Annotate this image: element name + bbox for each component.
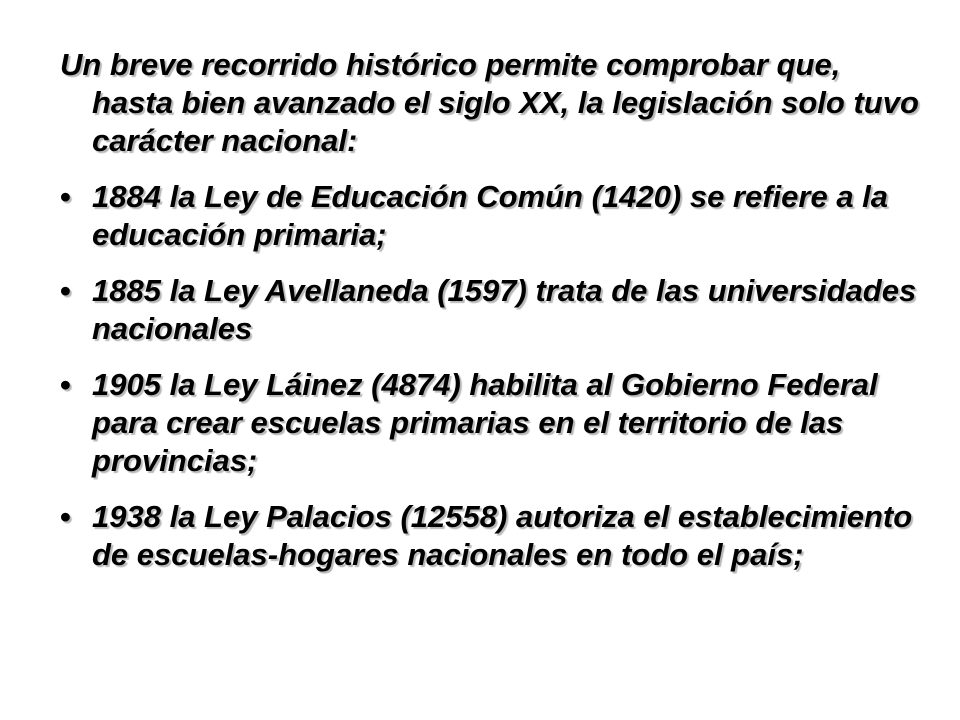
list-item-text: 1885 la Ley Avellaneda (1597) trata de las universidades nacionales bbox=[92, 273, 917, 346]
bullet-icon: • bbox=[60, 273, 71, 308]
list-item bbox=[60, 178, 920, 254]
list-item-text: 1884 la Ley de Educación Común (1420) se refiere a la educación primaria; bbox=[92, 179, 889, 252]
bullet-icon: • bbox=[60, 179, 71, 214]
bullet-icon: • bbox=[60, 367, 71, 402]
list-item-text: 1938 la Ley Palacios (12558) autoriza el establecimiento de escuelas-hogares nacionales en todo el país; bbox=[92, 499, 913, 572]
list-item-text: 1905 la Ley Láinez (4874) habilita al Gobierno Federal para crear escuelas primarias en el territorio de las provincias; bbox=[92, 367, 878, 478]
intro-paragraph: Un breve recorrido histórico permite comprobar que, hasta bien avanzado el siglo XX, la legislación solo tuvo carácter nacional: bbox=[60, 47, 919, 158]
list-item bbox=[60, 366, 920, 480]
list-item bbox=[60, 272, 920, 348]
slide-content bbox=[60, 46, 920, 592]
bullet-icon: • bbox=[60, 499, 71, 534]
list-item bbox=[60, 498, 920, 574]
